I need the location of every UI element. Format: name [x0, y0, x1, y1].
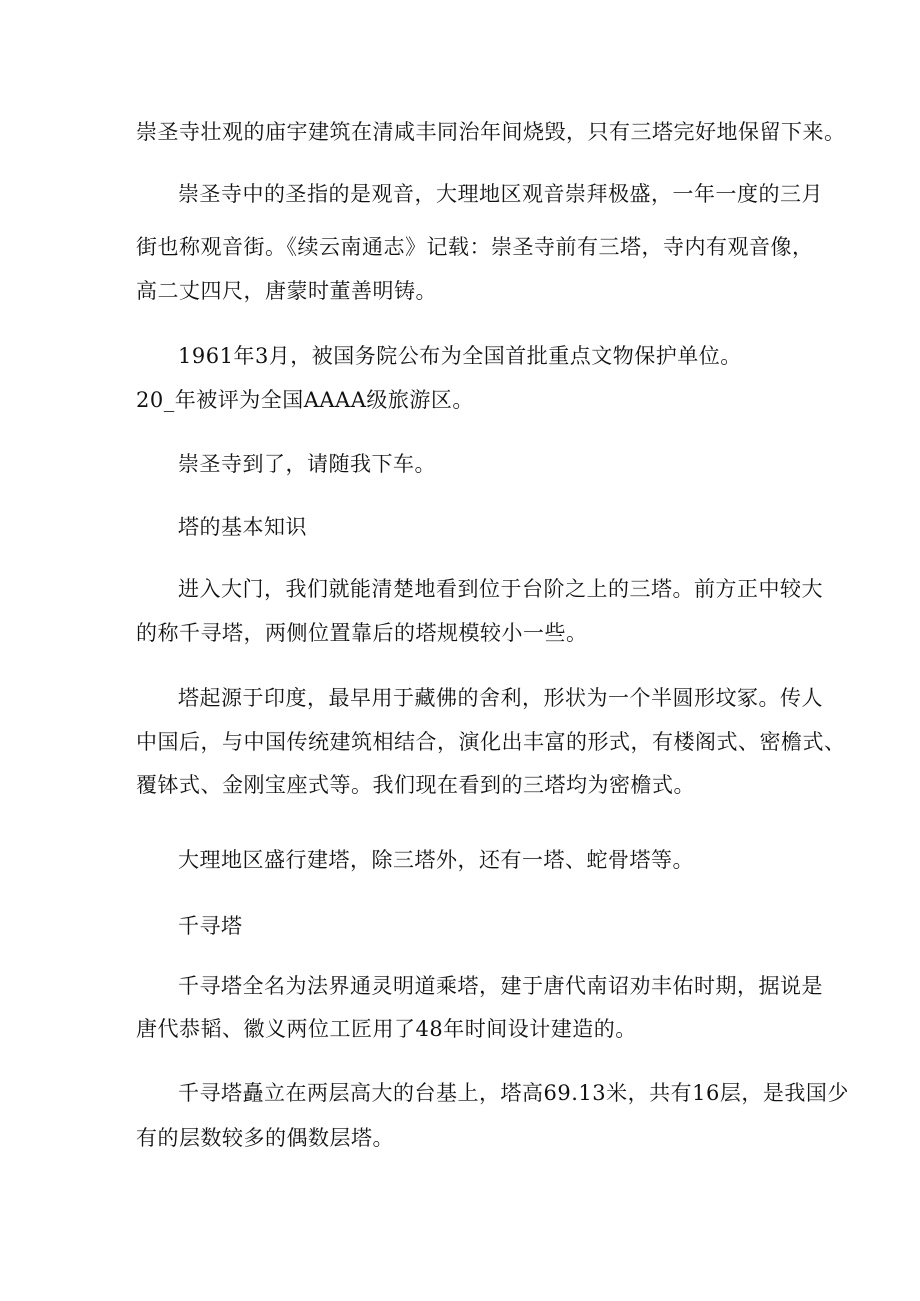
paragraph-10-line-2: 唐代恭韬、徽义两位工匠用了48年时间设计建造的。 — [136, 1017, 637, 1041]
paragraph-7-line-3: 覆钵式、金刚宝座式等。我们现在看到的三塔均为密檐式。 — [136, 773, 695, 797]
paragraph-11-line-2: 有的层数较多的偶数层塔。 — [136, 1126, 394, 1150]
paragraph-2-line-3: 高二丈四尺，唐蒙时董善明铸。 — [136, 279, 437, 303]
paragraph-3-line-1: 1961年3月，被国务院公布为全国首批重点文物保护单位。 — [178, 344, 742, 368]
paragraph-11-line-1: 千寻塔矗立在两层高大的台基上，塔高69.13米，共有16层，是我国少 — [178, 1081, 849, 1105]
paragraph-2-line-2: 街也称观音街。《续云南通志》记载：崇圣寺前有三塔，寺内有观音像， — [136, 235, 814, 259]
section-heading-qianxun-tower: 千寻塔 — [178, 914, 243, 938]
section-heading-tower-basics: 塔的基本知识 — [178, 515, 307, 539]
paragraph-7-line-2: 中国后，与中国传统建筑相结合，演化出丰富的形式，有楼阁式、密檐式、 — [136, 730, 846, 754]
paragraph-1-line-1: 崇圣寺壮观的庙宇建筑在清咸丰同治年间烧毁，只有三塔完好地保留下来。 — [136, 120, 846, 144]
paragraph-2-line-1: 崇圣寺中的圣指的是观音，大理地区观音崇拜极盛，一年一度的三月 — [178, 182, 823, 206]
paragraph-4-line-1: 崇圣寺到了，请随我下车。 — [178, 452, 436, 476]
paragraph-8-line-1: 大理地区盛行建塔，除三塔外，还有一塔、蛇骨塔等。 — [178, 848, 694, 872]
paragraph-3-line-2: 20_年被评为全国AAAA级旅游区。 — [136, 388, 474, 412]
paragraph-6-line-1: 进入大门，我们就能清楚地看到位于台阶之上的三塔。前方正中较大 — [178, 577, 823, 601]
paragraph-7-line-1: 塔起源于印度，最早用于藏佛的舍利，形状为一个半圆形坟冢。传人 — [178, 686, 823, 710]
paragraph-10-line-1: 千寻塔全名为法界通灵明道乘塔，建于唐代南诏劝丰佑时期，据说是 — [178, 974, 823, 998]
paragraph-6-line-2: 的称千寻塔，两侧位置靠后的塔规模较小一些。 — [136, 621, 588, 645]
